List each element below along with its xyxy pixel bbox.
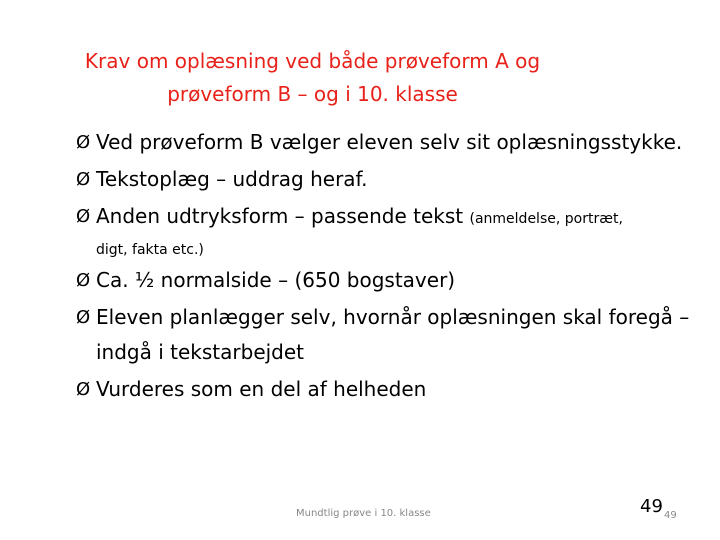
bullet-text: Eleven planlægger selv, hvornår oplæsningen skal foregå – indgå i tekstarbejdet [96,305,690,364]
bullet-subtext: (anmeldelse, portræt, [469,211,623,227]
arrow-bullet-icon: Ø [76,132,91,153]
bullet-item [76,263,716,298]
arrow-bullet-icon: Ø [76,307,91,328]
bullet-item [76,300,716,370]
bullet-item [76,199,716,261]
bullet-item [76,162,716,197]
slide-title [40,45,585,111]
arrow-bullet-icon: Ø [76,270,91,291]
page-number: 49 [640,496,663,517]
bullet-text: Ca. ½ normalside – (650 bogstaver) [96,268,456,292]
bullet-text: Vurderes som en del af helheden [96,377,427,401]
arrow-bullet-icon: Ø [76,206,91,227]
title-line-1: Krav om oplæsning ved både prøveform A og [84,49,541,73]
bullet-subtext-line: digt, fakta etc.) [96,242,204,258]
bullet-text: Anden udtryksform – passende tekst [96,204,470,228]
arrow-bullet-icon: Ø [76,379,91,400]
arrow-bullet-icon: Ø [76,169,91,190]
page-number-small: 49 [664,510,677,521]
bullet-item [76,372,716,407]
bullet-list [76,125,716,409]
footer-text: Mundtlig prøve i 10. klasse [296,508,431,519]
bullet-text: Tekstoplæg – uddrag heraf. [96,167,368,191]
title-line-2: prøveform B – og i 10. klasse [167,82,458,106]
bullet-item [76,125,716,160]
bullet-text: Ved prøveform B vælger eleven selv sit oplæsningsstykke. [96,130,683,154]
